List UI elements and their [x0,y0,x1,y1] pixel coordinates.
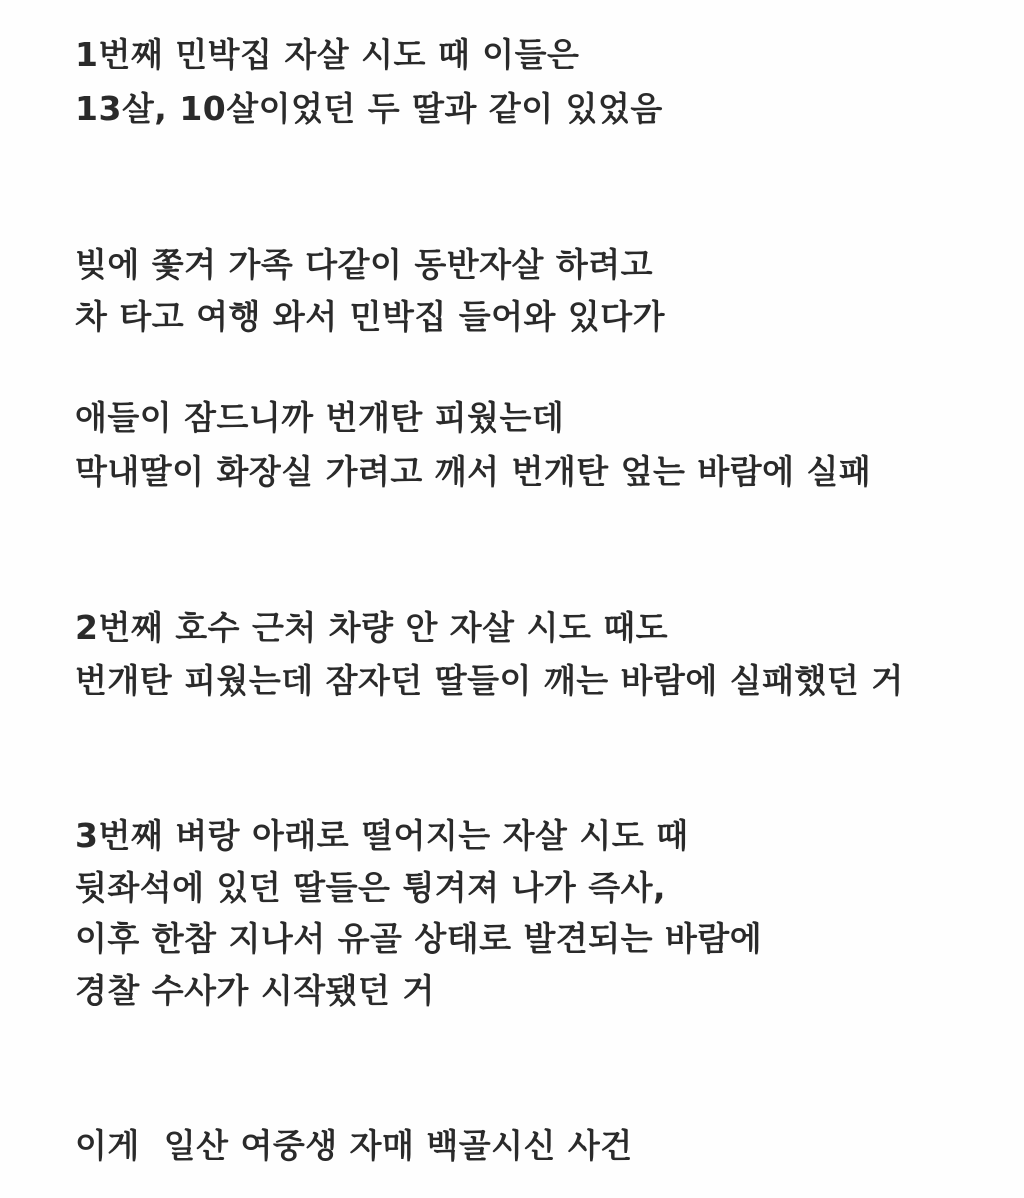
text-line: 차 타고 여행 와서 민박집 들어와 있다가 [75,297,665,336]
text-line: 애들이 잠드니까 번개탄 피웠는데 [75,398,565,437]
text-line: 막내딸이 화장실 가려고 깨서 번개탄 엎는 바람에 실패 [75,452,872,491]
text-line: 3번째 벼랑 아래로 떨어지는 자살 시도 때 [75,816,689,855]
text-line: 경찰 수사가 시작됐던 거 [75,971,435,1010]
text-line: 번개탄 피웠는데 잠자던 딸들이 깨는 바람에 실패했던 거 [75,661,904,700]
text-line: 2번째 호수 근처 차량 안 자살 시도 때도 [75,608,669,647]
text-line: 뒷좌석에 있던 딸들은 튕겨져 나가 즉사, [75,868,667,907]
text-line: 이후 한참 지나서 유골 상태로 발견되는 바람에 [75,919,763,958]
text-line: 1번째 민박집 자살 시도 때 이들은 [75,35,580,74]
text-line: 빚에 쫓겨 가족 다같이 동반자살 하려고 [75,245,653,284]
text-line: 이게 일산 여중생 자매 백골시신 사건 [75,1126,633,1165]
text-line: 13살, 10살이었던 두 딸과 같이 있었음 [75,89,663,128]
